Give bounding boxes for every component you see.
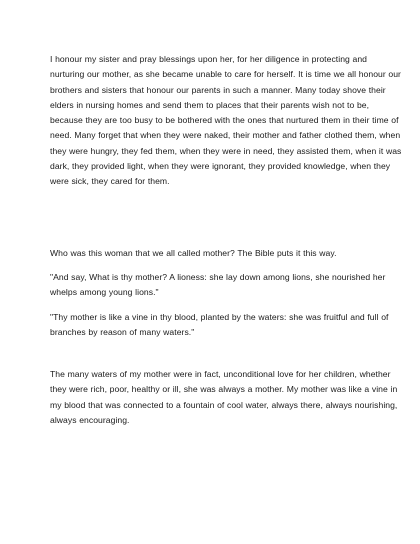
paragraph-quote-vine: "Thy mother is like a vine in thy blood, planted by the waters: she was fruitful and full of branches by reason of many waters." — [50, 311, 389, 337]
paragraph-question: Who was this woman that we all called mother? The Bible puts it this way. — [50, 247, 337, 258]
paragraph-many-waters: The many waters of my mother were in fact, unconditional love for her children, whether they were rich, poor, healthy or ill, she was always a mother. My mother was like a vine in my blood that was connected to a fountain of cool water, always there, always nourishing, always encouraging. — [50, 369, 398, 426]
document-page — [50, 52, 402, 428]
paragraph-quote-lioness: "And say, What is thy mother? A lioness: she lay down among lions, she nourished her whelps among young lions." — [50, 271, 386, 298]
paragraph-honour-sister: I honour my sister and pray blessings upon her, for her diligence in protecting and nurturing our mother, as she became unable to care for herself. It is time we all honour our brothers and sisters that honour our parents in such a manner. Many today shove their elders in nursing homes and send them to places that their parents wish not to be, because they are too busy to be bothered with the ones that nurtured them in their time of need. Many forget that when they were naked, their mother and father clothed them, when they were hungry, they fed them, when they were in need, they assisted them, when it was dark, they provided light, when they were ignorant, they provided knowledge, when they were sick, they cared for them. — [50, 54, 402, 187]
